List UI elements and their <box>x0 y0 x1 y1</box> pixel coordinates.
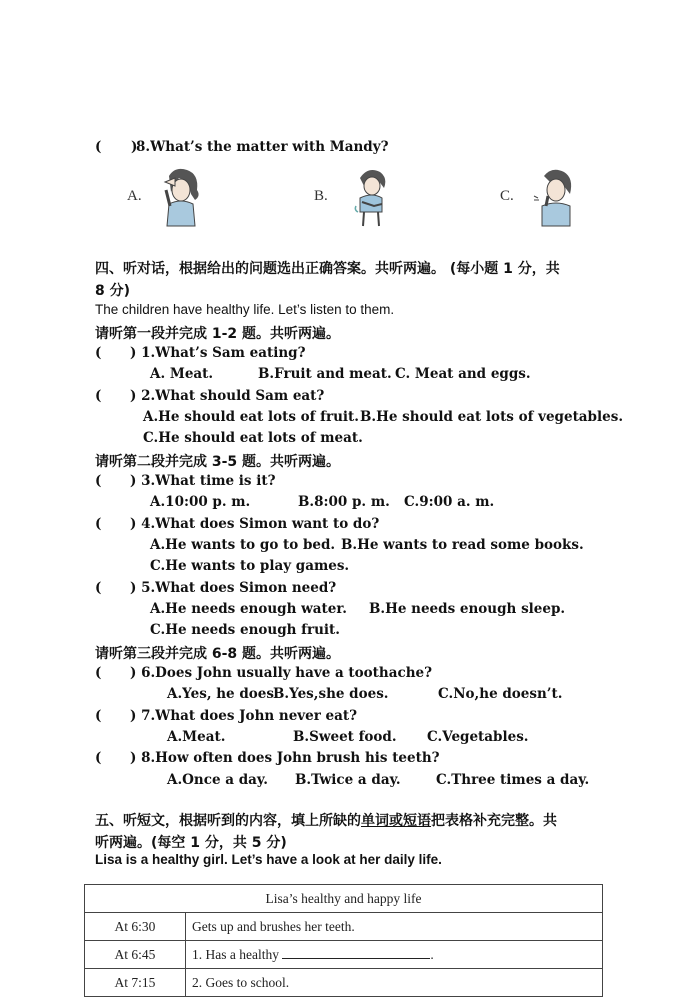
question-1: ) 1.What’s Sam eating? <box>130 345 306 361</box>
q4-option-b: B.He wants to read some books. <box>341 537 584 553</box>
table-row <box>85 913 603 941</box>
q1-option-a: A. Meat. <box>150 366 214 382</box>
q8-option-a: A.Once a day. <box>167 772 268 788</box>
activity-text: 1. Has a healthy <box>192 947 279 962</box>
q1-option-b: B.Fruit and meat. <box>258 366 392 382</box>
q1-option-c: C. Meat and eggs. <box>395 366 531 382</box>
q6-option-c: C.No,he doesn’t. <box>438 686 563 702</box>
section4-heading: 四、听对话，根据给出的问题选出正确答案。共听两遍。 (每小题 1 分，共 <box>95 261 560 277</box>
part1-instruction: 请听第一段并完成 1-2 题。共听两遍。 <box>95 326 341 342</box>
question-3: ) 3.What time is it? <box>130 473 276 489</box>
question-6: ) 6.Does John usually have a toothache? <box>130 665 433 681</box>
q7-option-c: C.Vegetables. <box>427 729 529 745</box>
q3-option-b: B.8:00 p. m. <box>298 494 390 510</box>
activity-tail: . <box>430 947 434 962</box>
question-8: ) 8.How often does John brush his teeth? <box>130 750 440 766</box>
question-7: ) 7.What does John never eat? <box>130 708 358 724</box>
q5-option-a: A.He needs enough water. <box>150 601 347 617</box>
section5-heading-pre: 五、听短文，根据听到的内容，填上所缺的 <box>95 813 361 829</box>
paren: ( <box>95 473 102 489</box>
table-title: Lisa’s healthy and happy life <box>85 885 603 913</box>
paren: ( <box>95 516 102 532</box>
paren: ( <box>95 750 102 766</box>
q2-option-b: B.He should eat lots of vegetables. <box>360 409 624 425</box>
option-a-label: A. <box>127 188 142 204</box>
section5-heading-cont: 听两遍。(每空 1 分，共 5 分) <box>95 835 287 851</box>
question-5: ) 5.What does Simon need? <box>130 580 337 596</box>
paren: ( <box>95 580 102 596</box>
q5-option-b: B.He needs enough sleep. <box>369 601 566 617</box>
girl-stomachache-picture <box>350 164 394 228</box>
time-cell: At 6:30 <box>85 913 186 941</box>
answer-blank[interactable] <box>282 946 430 959</box>
q7-option-a: A.Meat. <box>167 729 226 745</box>
section4-heading-cont: 8 分) <box>95 283 131 299</box>
q3-option-a: A.10:00 p. m. <box>150 494 251 510</box>
section4-intro: The children have healthy life. Let’s listen to them. <box>95 302 395 317</box>
q6-option-a: A.Yes, he does. <box>167 686 279 702</box>
q8-option-c: C.Three times a day. <box>436 772 590 788</box>
table-row <box>85 941 603 969</box>
paren: ( <box>95 388 102 404</box>
section5-heading-underlined: 单词或短语 <box>361 813 431 829</box>
activity-cell <box>186 941 603 969</box>
q8-paren-close: ) <box>131 139 138 155</box>
paren: ( <box>95 665 102 681</box>
paren: ( <box>95 708 102 724</box>
table-header-row <box>85 885 603 913</box>
section5-intro: Lisa is a healthy girl. Let’s have a look at her daily life. <box>95 852 442 867</box>
section5-heading <box>95 810 557 830</box>
part3-instruction: 请听第三段并完成 6-8 题。共听两遍。 <box>95 646 341 662</box>
q2-option-a: A.He should eat lots of fruit. <box>143 409 359 425</box>
q5-option-c: C.He needs enough fruit. <box>150 622 340 638</box>
option-c-label: C. <box>500 188 514 204</box>
q8-paren-open: ( <box>95 139 102 155</box>
q2-option-c: C.He should eat lots of meat. <box>143 430 363 446</box>
question-4: ) 4.What does Simon want to do? <box>130 516 380 532</box>
q4-option-c: C.He wants to play games. <box>150 558 350 574</box>
q6-option-b: B.Yes,she does. <box>273 686 389 702</box>
girl-headache-picture <box>155 164 205 228</box>
q7-option-b: B.Sweet food. <box>293 729 397 745</box>
lisa-daily-life-table <box>84 884 603 997</box>
option-b-label: B. <box>314 188 328 204</box>
q8-question: 8.What’s the matter with Mandy? <box>136 139 389 155</box>
activity-cell: 2. Goes to school. <box>186 969 603 997</box>
girl-toothache-picture <box>530 164 578 228</box>
paren: ( <box>95 345 102 361</box>
q8-option-b: B.Twice a day. <box>295 772 401 788</box>
time-cell: At 7:15 <box>85 969 186 997</box>
part2-instruction: 请听第二段并完成 3-5 题。共听两遍。 <box>95 454 341 470</box>
question-2: ) 2.What should Sam eat? <box>130 388 325 404</box>
activity-cell: Gets up and brushes her teeth. <box>186 913 603 941</box>
time-cell: At 6:45 <box>85 941 186 969</box>
section5-heading-post: 把表格补充完整。共 <box>431 813 557 829</box>
q4-option-a: A.He wants to go to bed. <box>150 537 336 553</box>
q3-option-c: C.9:00 a. m. <box>404 494 495 510</box>
